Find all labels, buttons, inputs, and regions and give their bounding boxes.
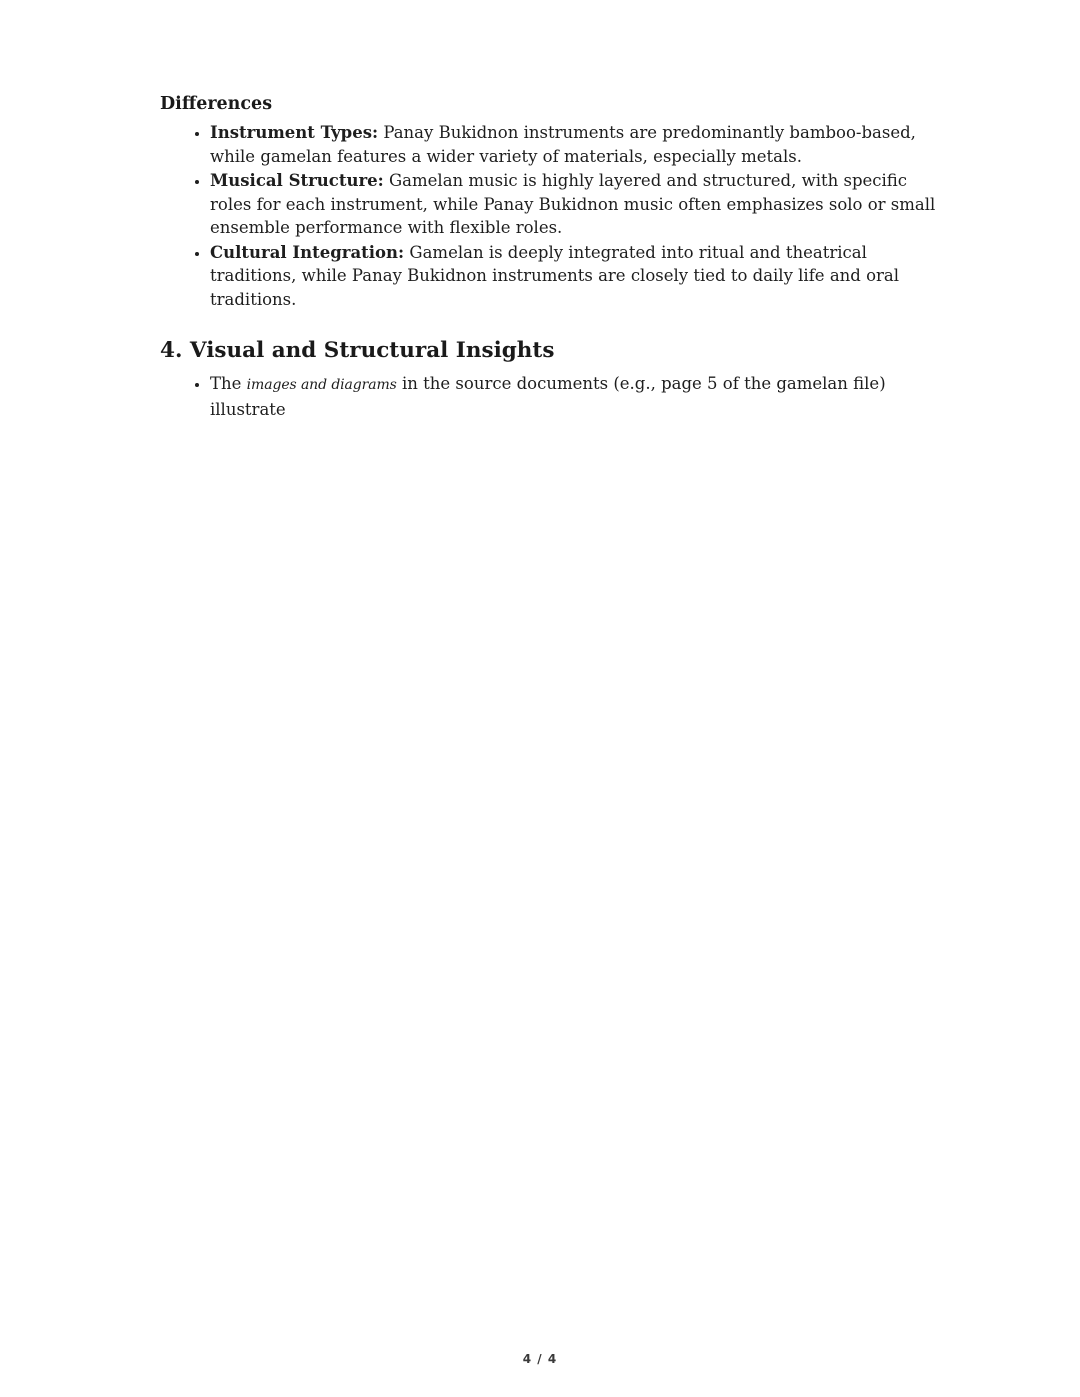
bullet-italic-text: images and diagrams [246, 377, 397, 393]
bullet-text: Panay Bukidnon instruments are predominantly bamboo-based, while gamelan features a wider variety of materials, especially metals. [210, 123, 916, 166]
list-item [210, 241, 945, 312]
page-number: 4 / 4 [522, 1352, 558, 1366]
section-heading: 4. Visual and Structural Insights [160, 338, 555, 363]
bullet-text: Gamelan music is highly layered and structured, with specific roles for each instrument, while Panay Bukidnon music often emphasizes solo or small ensemble performance with flexible roles. [210, 171, 936, 237]
differences-heading: Differences [160, 94, 273, 114]
bullet-label: Cultural Integration: [210, 242, 405, 262]
list-item [210, 372, 945, 421]
bullet-label: Musical Structure: [210, 171, 384, 190]
insights-list [160, 372, 945, 421]
list-item [210, 121, 945, 168]
bullet-text: The [210, 374, 247, 393]
differences-list [160, 121, 945, 311]
bullet-text: in the source documents (e.g., page 5 of the gamelan file) illustrate [210, 374, 886, 419]
bullet-label: Instrument Types: [210, 123, 379, 142]
document-content [160, 92, 950, 422]
list-item [210, 169, 945, 240]
bullet-text: Gamelan is deeply integrated into ritual and theatrical traditions, while Panay Bukidnon instruments are closely tied to daily life and oral traditions. [210, 242, 900, 309]
